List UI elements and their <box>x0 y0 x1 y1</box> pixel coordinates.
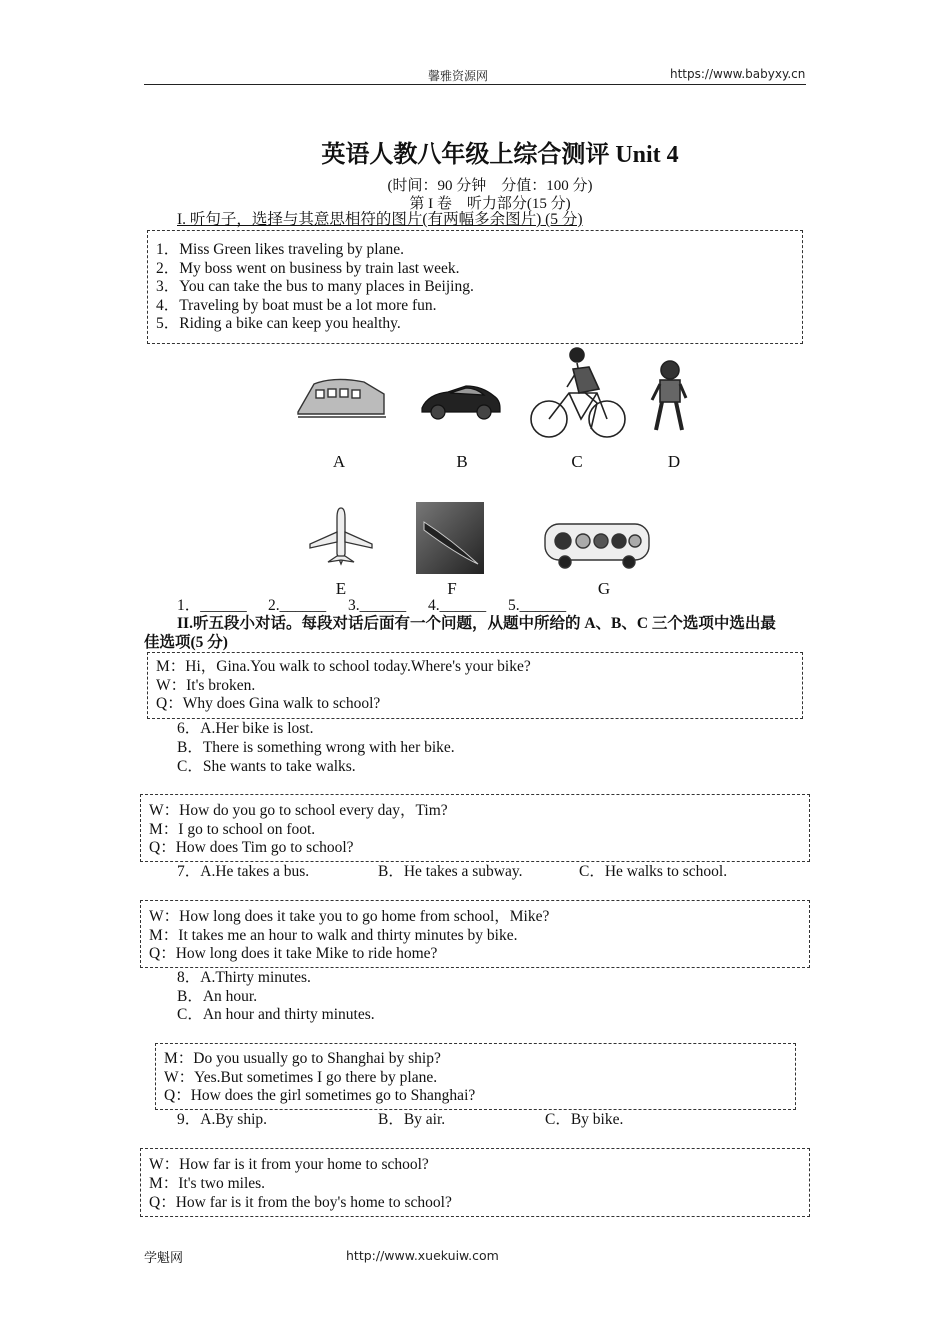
dialogue-box-5 <box>140 1148 810 1217</box>
q8-option-c[interactable]: C．An hour and thirty minutes. <box>177 1006 375 1023</box>
q8-option-b[interactable]: B．An hour. <box>177 988 258 1005</box>
answer-blank-2[interactable]: 2.______ <box>268 597 327 614</box>
dialogue-box-3 <box>140 900 810 968</box>
bus-image <box>541 514 653 570</box>
q6-option-a[interactable]: 6．A.Her bike is lost. <box>177 720 314 737</box>
dialogue-2-line-1: W：How do you go to school every day，Tim? <box>149 802 448 819</box>
q8-option-a[interactable]: 8．A.Thirty minutes. <box>177 969 311 986</box>
picture-label-d: D <box>667 452 681 471</box>
dialogue-5-line-2: M：It's two miles. <box>149 1175 266 1192</box>
part2-heading: II.听五段小对话。每段对话后面有一个问题，从题中所给的 A、B、C 三个选项中选出最 <box>177 615 776 632</box>
train-image <box>294 372 389 422</box>
q9-option-c[interactable]: C．By bike. <box>545 1111 624 1128</box>
dialogue-4-line-1: M：Do you usually go to Shanghai by ship? <box>164 1050 441 1067</box>
q6-option-c[interactable]: C．She wants to take walks. <box>177 758 356 775</box>
boat-image <box>416 502 484 574</box>
car-image <box>418 380 503 422</box>
sentence-4: 4．Traveling by boat must be a lot more fun. <box>156 297 437 314</box>
answer-blank-5[interactable]: 5.______ <box>508 597 567 614</box>
dialogue-box-1 <box>147 652 803 719</box>
airplane-image <box>306 504 376 570</box>
q7-option-c[interactable]: C．He walks to school. <box>579 863 728 880</box>
dialogue-3-question: Q：How long does it take Mike to ride home? <box>149 945 438 962</box>
dialogue-box-4 <box>155 1043 796 1110</box>
dialogue-box-2 <box>140 794 810 862</box>
dialogue-4-question: Q：How does the girl sometimes go to Shanghai? <box>164 1087 476 1104</box>
header-site: 馨雅资源网 <box>428 69 489 83</box>
picture-label-e: E <box>335 579 347 598</box>
header-divider <box>144 84 806 85</box>
answer-blank-4[interactable]: 4.______ <box>428 597 487 614</box>
page-title: 英语人教八年级上综合测评 Unit 4 <box>321 142 679 168</box>
picture-label-a: A <box>332 452 346 471</box>
q9-option-b[interactable]: B．By air. <box>378 1111 446 1128</box>
walking-boy-image <box>648 358 688 436</box>
dialogue-3-line-1: W：How long does it take you to go home from school，Mike? <box>149 908 550 925</box>
sentence-3: 3．You can take the bus to many places in Beijing. <box>156 278 474 295</box>
picture-label-g: G <box>597 579 611 598</box>
dialogue-2-line-2: M：I go to school on foot. <box>149 821 316 838</box>
q9-option-a[interactable]: 9．A.By ship. <box>177 1111 267 1128</box>
q6-option-b[interactable]: B．There is something wrong with her bike. <box>177 739 455 756</box>
bike-rider-image <box>527 343 627 441</box>
footer-url[interactable]: http://www.xuekuiw.com <box>346 1248 499 1263</box>
sentence-1: 1．Miss Green likes traveling by plane. <box>156 241 404 258</box>
part1-heading: I. 听句子，选择与其意思相符的图片(有两幅多余图片) (5 分) <box>177 211 583 228</box>
footer-site: 学魁网 <box>144 1250 184 1265</box>
part2-heading-cont: 佳选项(5 分) <box>144 634 228 651</box>
header-url[interactable]: https://www.babyxy.cn <box>670 67 806 81</box>
picture-label-f: F <box>447 579 457 598</box>
picture-label-c: C <box>571 452 583 471</box>
part1-sentence-box <box>147 230 803 344</box>
dialogue-2-question: Q：How does Tim go to school? <box>149 839 354 856</box>
sentence-5: 5．Riding a bike can keep you healthy. <box>156 315 401 332</box>
dialogue-1-line-1: M：Hi，Gina.You walk to school today.Where's your bike? <box>156 658 531 675</box>
answer-blank-3[interactable]: 3.______ <box>348 597 407 614</box>
picture-label-b: B <box>456 452 468 471</box>
answer-blank-1[interactable]: 1．______ <box>177 597 247 614</box>
q7-option-a[interactable]: 7．A.He takes a bus. <box>177 863 310 880</box>
q7-option-b[interactable]: B．He takes a subway. <box>378 863 523 880</box>
sentence-2: 2．My boss went on business by train last week. <box>156 260 460 277</box>
dialogue-5-question: Q：How far is it from the boy's home to school? <box>149 1194 452 1211</box>
exam-meta: (时间：90 分钟 分值：100 分) <box>387 178 593 194</box>
dialogue-1-question: Q：Why does Gina walk to school? <box>156 695 381 712</box>
dialogue-1-line-2: W：It's broken. <box>156 677 256 694</box>
section-title: 第 I 卷 听力部分(15 分) <box>409 196 571 212</box>
dialogue-3-line-2: M：It takes me an hour to walk and thirty minutes by bike. <box>149 927 518 944</box>
dialogue-4-line-2: W：Yes.But sometimes I go there by plane. <box>164 1069 438 1086</box>
dialogue-5-line-1: W：How far is it from your home to school? <box>149 1156 429 1173</box>
